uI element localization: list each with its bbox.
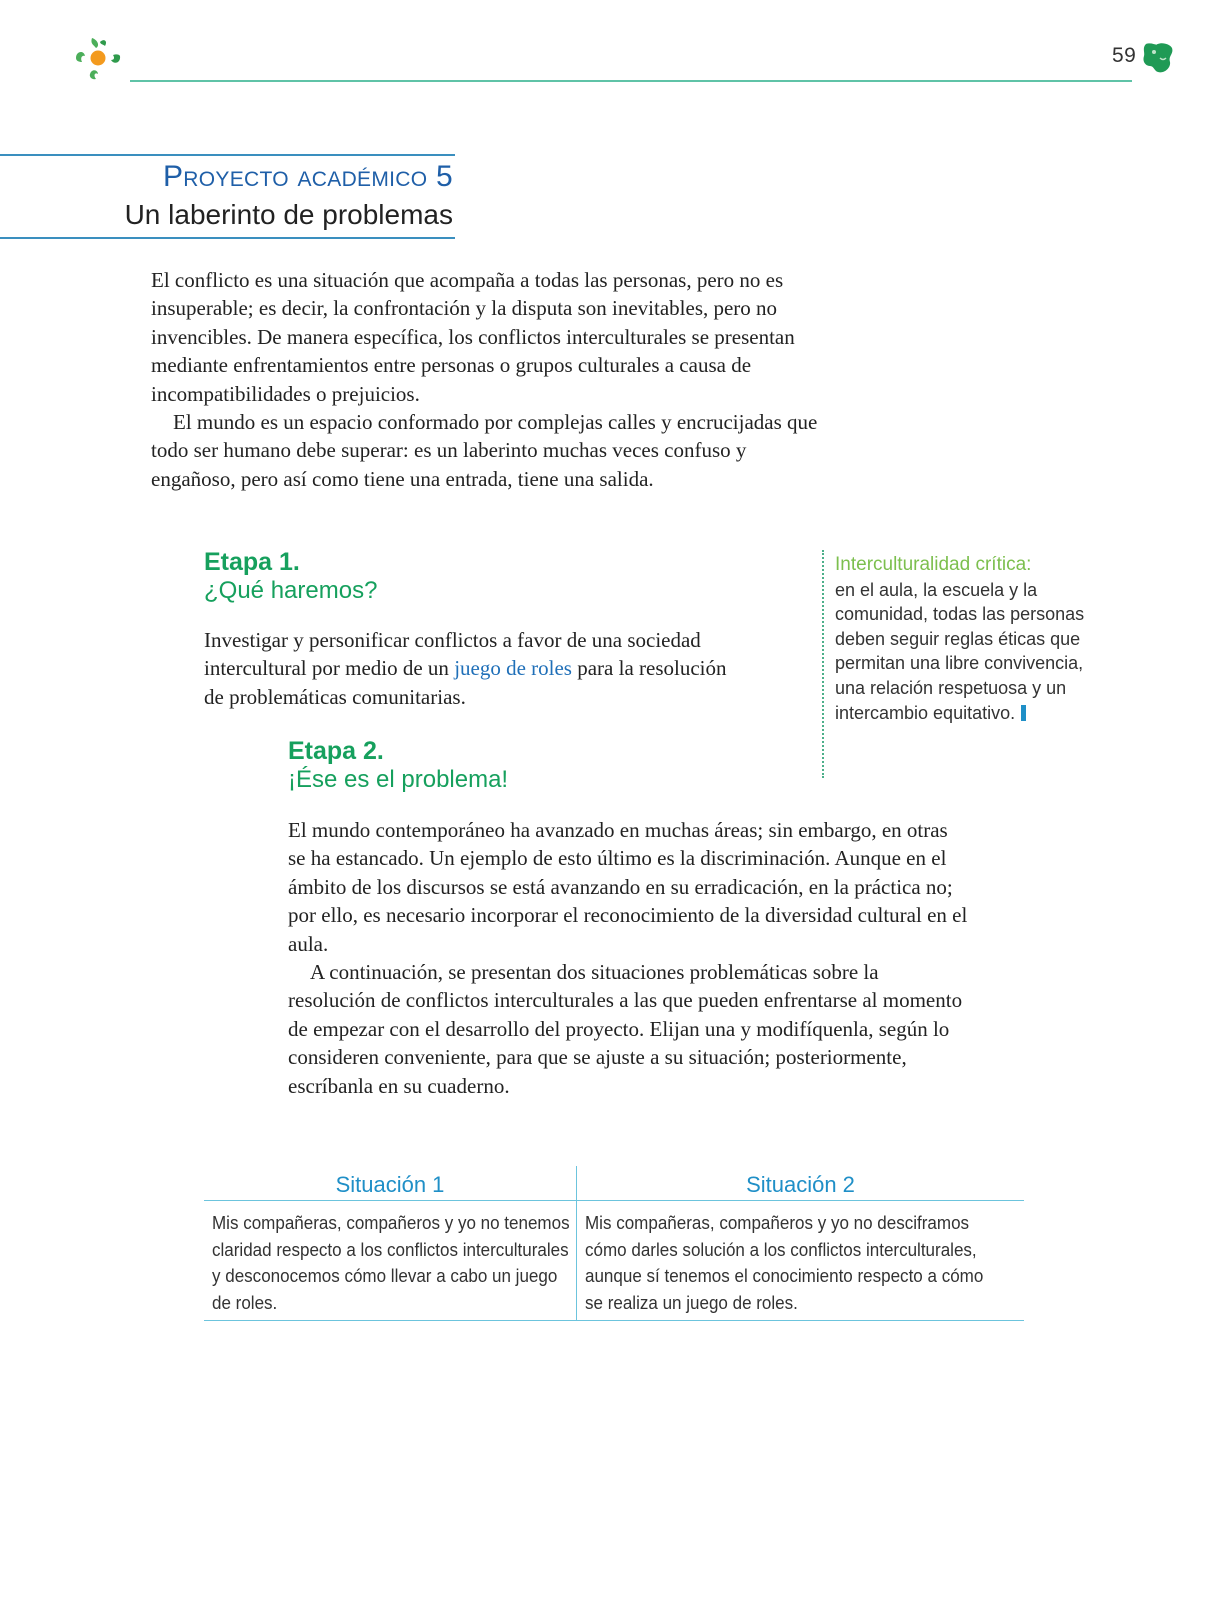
title-rule-top [0,154,455,156]
title-rule-bottom [0,237,455,239]
end-mark-icon [1021,705,1026,721]
header-rule [130,80,1132,82]
stage-1-text-before: Investigar y personificar conflictos a favor de una sociedad intercultural por medio de un [204,628,701,681]
sidebar-text: en el aula, la escuela y la comunidad, todas las personas deben seguir reglas éticas que permitan una libre convivencia, una relación respetuosa y un intercambio equitativo. [835,579,1085,723]
page-number: 59 [1112,44,1137,67]
stage-1-question: ¿Qué haremos? [204,577,378,604]
situation-2-text: Mis compañeras, compañeros y yo no desciframos cómo darles solución a los conflictos interculturales, aunque sí tenemos el conocimiento respecto a cómo se realiza un juego de roles. [585,1212,984,1313]
project-title: Proyecto académico 5 [162,160,453,193]
stage-2-label: Etapa 2. [288,737,384,765]
leaf-flower-logo-icon [72,34,124,84]
stage-2-question: ¡Ése es el problema! [288,766,509,793]
stage-2-paragraph-2: A continuación, se presentan dos situaciones problemáticas sobre la resolución de conflictos interculturales a las que pueden enfrentarse al momento de empezar con el desarrollo del proyecto. Elijan una y modifíquenla, según lo consideren conveniente, para que se ajuste a su situación; posteriormente, escríbanla en su cuaderno. [288,960,963,1098]
intro-paragraph-2: El mundo es un espacio conformado por complejas calles y encrucijadas que todo ser humano debe superar: es un laberinto muchas veces confuso y engañoso, pero así como tiene una entrada, tiene una salida. [151,410,818,491]
stage-1-label: Etapa 1. [204,548,300,576]
juego-de-roles-link[interactable]: juego de roles [454,656,572,681]
stage-1-text [204,626,744,711]
stage-1-heading [204,548,377,605]
stage-2-heading [288,737,508,794]
green-figure-icon [1140,40,1176,76]
intro-paragraph-1: El conflicto es una situación que acompaña a todas las personas, pero no es insuperable; es decir, la confrontación y la disputa son inevitables, pero no invencibles. De manera específica, los conflictos interculturales se presentan mediante enfrentamientos entre personas o grupos culturales a causa de incompatibilidades o prejuicios. [151,268,795,406]
situation-1-text: Mis compañeras, compañeros y yo no tenemos claridad respecto a los conflictos interculturales y desconocemos cómo llevar a cabo un juego de roles. [212,1212,570,1313]
situation-1-heading: Situación 1 [335,1172,445,1197]
stage-2-text [288,816,968,1100]
table-header-rule [204,1200,1024,1201]
stage-1-text-after: para la resolución de problemáticas comunitarias. [204,656,727,709]
sidebar-dotted-rule [822,550,824,778]
intro-text [151,266,831,493]
table-bottom-rule [204,1320,1024,1321]
sidebar-title: Interculturalidad crítica: [835,554,1032,575]
situation-2-heading: Situación 2 [746,1172,855,1197]
stage-2-paragraph-1: El mundo contemporáneo ha avanzado en muchas áreas; sin embargo, en otras se ha estancado. Un ejemplo de esto último es la discriminación. Aunque en el ámbito de los discursos se está avanzando en su erradicación, en la práctica no; por ello, es necesario incorporar el reconocimiento de la diversidad cultural en el aula. [288,818,968,956]
project-subtitle: Un laberinto de problemas [124,199,453,230]
sidebar-note [835,553,1095,725]
